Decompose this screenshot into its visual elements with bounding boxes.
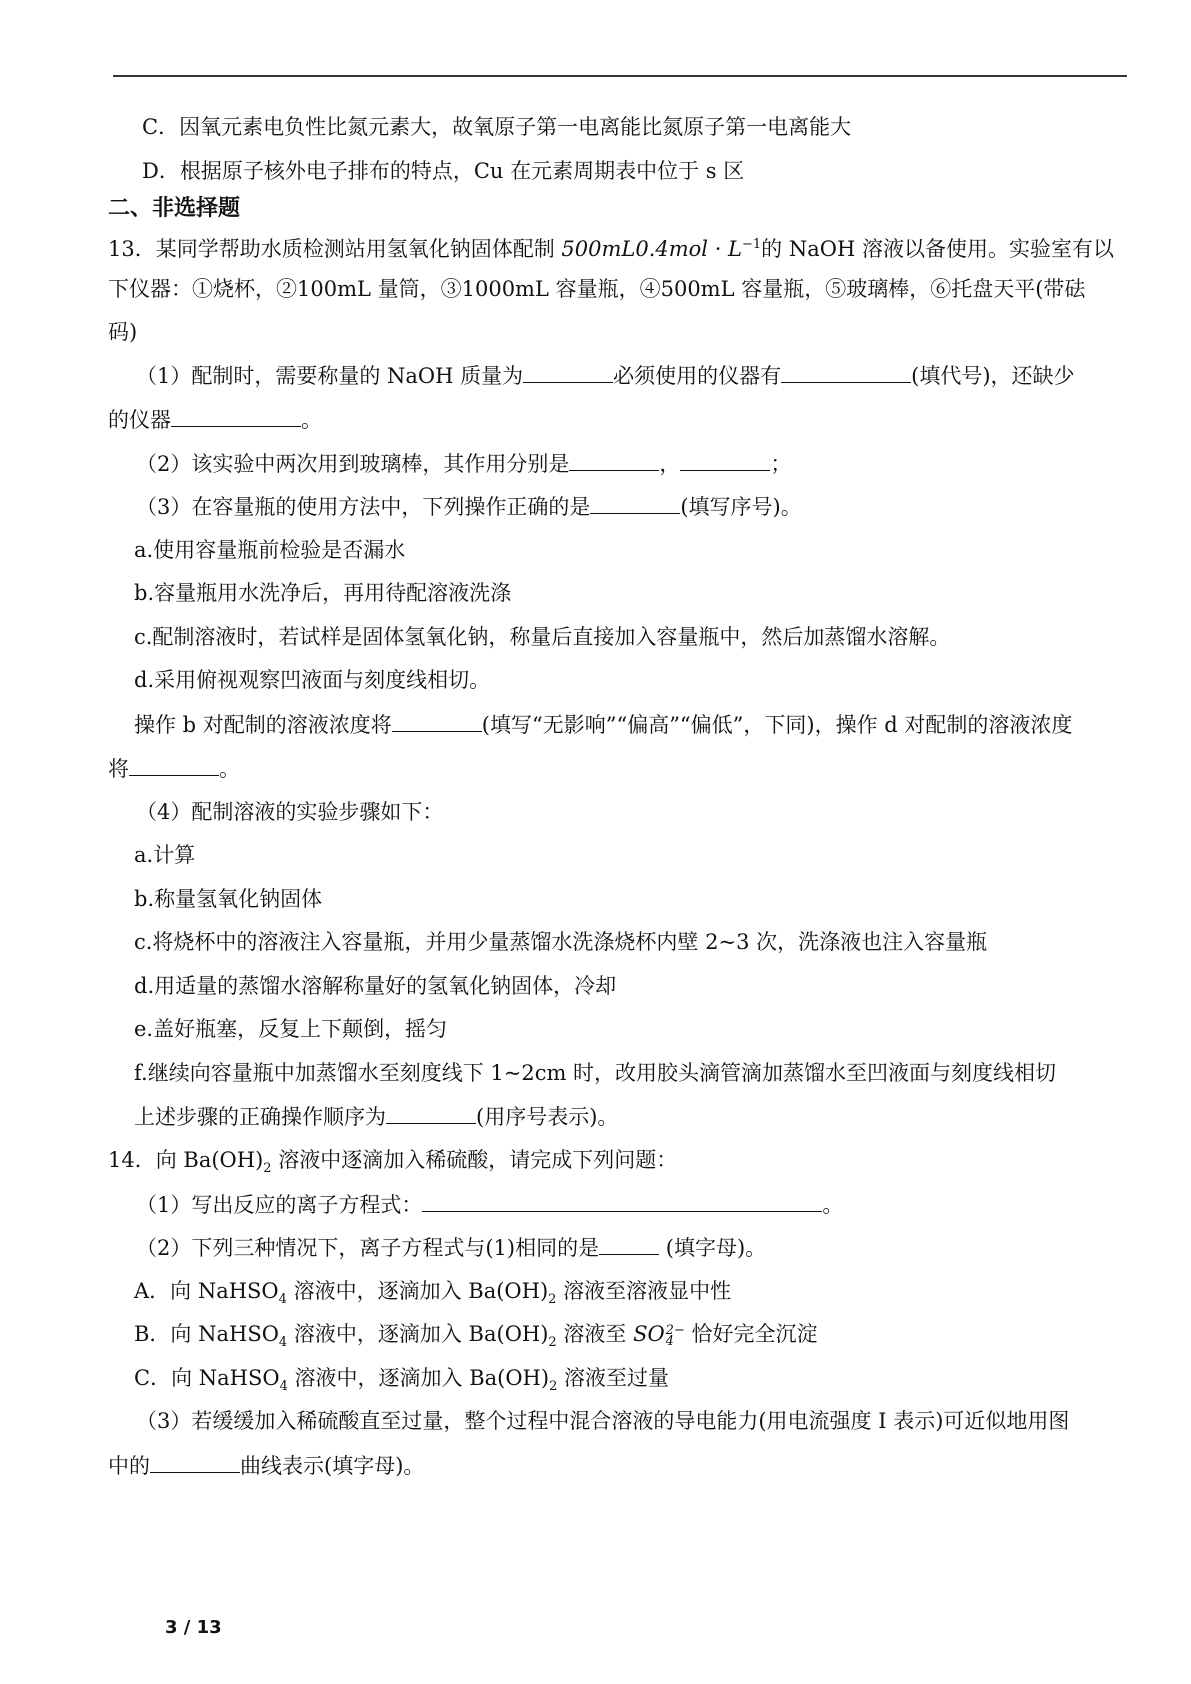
q13-part3-option-b: b.容量瓶用水洗净后，再用待配溶液洗涤: [134, 581, 512, 605]
q13-step-b: b.称量氢氧化钠固体: [134, 887, 323, 911]
q13-part4: （4）配制溶液的实验步骤如下：: [136, 800, 444, 824]
q14-option-a: A．向 NaHSO$_4$ 溶液中，逐滴加入 $Ba(OH)_2$ 溶液至溶液显中性: [134, 1279, 732, 1308]
q13-step-a: a.计算: [134, 843, 196, 867]
q13-part3-option-a: a.使用容量瓶前检验是否漏水: [134, 538, 406, 562]
q13-part3-effect-line1: 操作 b 对配制的溶液浓度将 (填写“无影响”“偏高”“偏低”，下同)，操作 d 对配制的溶液浓度: [134, 709, 1072, 740]
concentration-formula: 500mL0.4mol · L: [561, 237, 742, 261]
q13-step-c: c.将烧杯中的溶液注入容量瓶，并用少量蒸馏水洗涤烧杯内壁 2~3 次，洗涤液也注入容量瓶: [134, 930, 988, 954]
q13-order: 上述步骤的正确操作顺序为 (用序号表示)。: [134, 1101, 618, 1132]
answer-blank[interactable]: [599, 1232, 659, 1255]
q13-intro-line2: 下仪器：①烧杯，②100mL 量筒，③1000mL 容量瓶，④500mL 容量瓶，⑤玻璃棒，⑥托盘天平(带砝: [108, 277, 1086, 301]
answer-blank[interactable]: [386, 1101, 476, 1124]
q13-part1-line2: 的仪器 。: [108, 404, 322, 435]
q14-part1: （1）写出反应的离子方程式： 。: [136, 1189, 843, 1220]
q13-part1-line1: （1）配制时，需要称量的 NaOH 质量为 必须使用的仪器有 (填代号)，还缺少: [136, 360, 1075, 391]
q14-part2: （2）下列三种情况下，离子方程式与(1)相同的是 (填字母)。: [136, 1232, 766, 1263]
q13-part3: （3）在容量瓶的使用方法中，下列操作正确的是 (填写序号)。: [136, 491, 802, 522]
q13-part3-option-c: c.配制溶液时，若试样是固体氢氧化钠，称量后直接加入容量瓶中，然后加蒸馏水溶解。: [134, 625, 951, 649]
answer-blank[interactable]: [680, 448, 770, 471]
answer-blank[interactable]: [590, 491, 680, 514]
q14-part3-line1: （3）若缓缓加入稀硫酸直至过量，整个过程中混合溶液的导电能力(用电流强度 I 表示)可近似地用图: [136, 1409, 1070, 1433]
answer-blank[interactable]: [422, 1189, 822, 1212]
q13-part2: （2）该实验中两次用到玻璃棒，其作用分别是 ， ；: [136, 448, 791, 479]
answer-blank[interactable]: [171, 404, 301, 427]
sulfate-ion: SO 2− 4: [633, 1322, 685, 1349]
q13-step-f: f.继续向容量瓶中加蒸馏水至刻度线下 1~2cm 时，改用胶头滴管滴加蒸馏水至凹液面与刻度线相切: [134, 1061, 1057, 1085]
option-d-prev: D．根据原子核外电子排布的特点，Cu 在元素周期表中位于 s 区: [142, 159, 745, 183]
q13-intro-line3: 码): [108, 320, 138, 344]
answer-blank[interactable]: [392, 709, 482, 732]
answer-blank[interactable]: [781, 360, 911, 383]
q14-intro: 14．向 $Ba(OH)_2$ 溶液中逐滴加入稀硫酸，请完成下列问题：: [108, 1148, 678, 1177]
answer-blank[interactable]: [129, 753, 219, 776]
answer-blank[interactable]: [569, 448, 659, 471]
page-number: 3 / 13: [165, 1617, 222, 1638]
answer-blank[interactable]: [523, 360, 613, 383]
q13-step-d: d.用适量的蒸馏水溶解称量好的氢氧化钠固体，冷却: [134, 974, 617, 998]
option-c-prev: C．因氧元素电负性比氮元素大，故氧原子第一电离能比氮原子第一电离能大: [142, 115, 852, 139]
q14-part3-line2: 中的 曲线表示(填字母)。: [108, 1450, 424, 1481]
q14-option-c: C．向 NaHSO$_4$ 溶液中，逐滴加入 $Ba(OH)_2$ 溶液至过量: [134, 1366, 670, 1395]
q13-intro-line1: 13．某同学帮助水质检测站用氢氧化钠固体配制 $500mL0.4mol \cdot L^{-1}$的 NaOH 溶液以备使用。实验室有以: [108, 237, 1114, 261]
q14-option-b: B．向 NaHSO$_4$ 溶液中，逐滴加入 $Ba(OH)_2$ 溶液至 SO 2− 4 恰好完全沉淀: [134, 1322, 818, 1351]
q13-step-e: e.盖好瓶塞，反复上下颠倒，摇匀: [134, 1017, 448, 1041]
section-title: 二、非选择题: [108, 196, 241, 221]
header-rule: [113, 75, 1127, 77]
answer-blank[interactable]: [150, 1450, 240, 1473]
q13-part3-effect-line2: 将 。: [108, 753, 240, 784]
q13-part3-option-d: d.采用俯视观察凹液面与刻度线相切。: [134, 668, 491, 692]
